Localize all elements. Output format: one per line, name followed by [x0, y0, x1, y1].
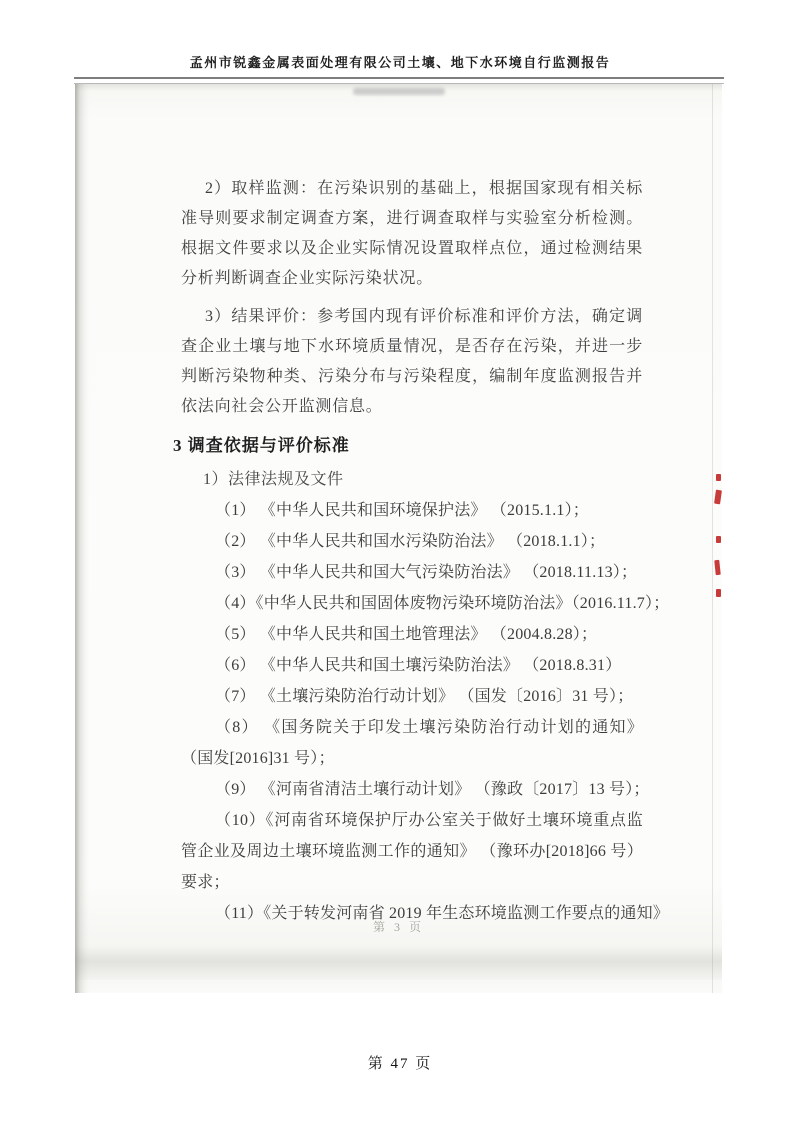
outer-page-number: 第 47 页 [367, 1056, 433, 1072]
list-item-6: （6） 《中华人民共和国土壤污染防治法》 （2018.8.31） [215, 657, 622, 674]
red-edge-mark [714, 560, 721, 575]
red-edge-mark [714, 490, 722, 505]
red-edge-mark [716, 589, 721, 597]
list-item-1: （1） 《中华人民共和国环境保护法》 （2015.1.1）； [215, 502, 590, 519]
scan-bottom-shadow [75, 946, 722, 980]
list-item-7: （7） 《土壤污染防治行动计划》 （国发〔2016〕31 号）； [215, 688, 634, 705]
document-body [173, 174, 670, 929]
list-intro: 1）法律法规及文件 [203, 471, 344, 488]
list-item-10: （10）《河南省环境保护厅办公室关于做好土壤环境重点监管企业及周边土壤环境监测工作的通知》 （豫环办[2018]66 号）要求； [181, 812, 643, 891]
list-item-2: （2） 《中华人民共和国水污染防治法》 （2018.1.1）； [215, 533, 606, 550]
scanned-page [75, 84, 722, 993]
list-item-11: （11）《关于转发河南省 2019 年生态环境监测工作要点的通知》 [215, 905, 670, 922]
scan-right-crease [712, 84, 713, 993]
report-header-title: 孟州市锐鑫金属表面处理有限公司土壤、地下水环境自行监测报告 [189, 55, 611, 70]
list-item-9: （9） 《河南省清洁土壤行动计划》 （豫政〔2017〕13 号）； [215, 781, 650, 798]
scan-left-edge-shadow [75, 84, 89, 993]
inner-page-number: 第 3 页 [372, 920, 424, 934]
red-edge-mark [716, 536, 721, 543]
list-item-3: （3） 《中华人民共和国大气污染防治法》 （2018.11.13）； [215, 564, 638, 581]
list-item-4: （4）《中华人民共和国固体废物污染环境防治法》（2016.11.7）； [215, 595, 670, 612]
red-edge-mark [716, 474, 721, 481]
scan-smudge [353, 88, 445, 95]
header-rule [74, 77, 724, 84]
section-heading: 3 调查依据与评价标准 [173, 436, 350, 455]
paragraph-sampling-monitoring: 2）取样监测：在污染识别的基础上，根据国家现有相关标准导则要求制定调查方案，进行调查取样与实验室分析检测。根据文件要求以及企业实际情况设置取样点位，通过检测结果分析判断调查企业实际污染状况。 [181, 180, 643, 287]
law-reference-list [181, 464, 670, 929]
paragraph-result-evaluation: 3）结果评价：参考国内现有评价标准和评价方法，确定调查企业土壤与地下水环境质量情况，是否存在污染，并进一步判断污染物种类、污染分布与污染程度，编制年度监测报告并依法向社会公开监测信息。 [181, 308, 643, 415]
list-item-8: （8） 《国务院关于印发土壤污染防治行动计划的通知》 （国发[2016]31 号）； [181, 719, 643, 767]
list-item-5: （5） 《中华人民共和国土地管理法》 （2004.8.28）； [215, 626, 598, 643]
